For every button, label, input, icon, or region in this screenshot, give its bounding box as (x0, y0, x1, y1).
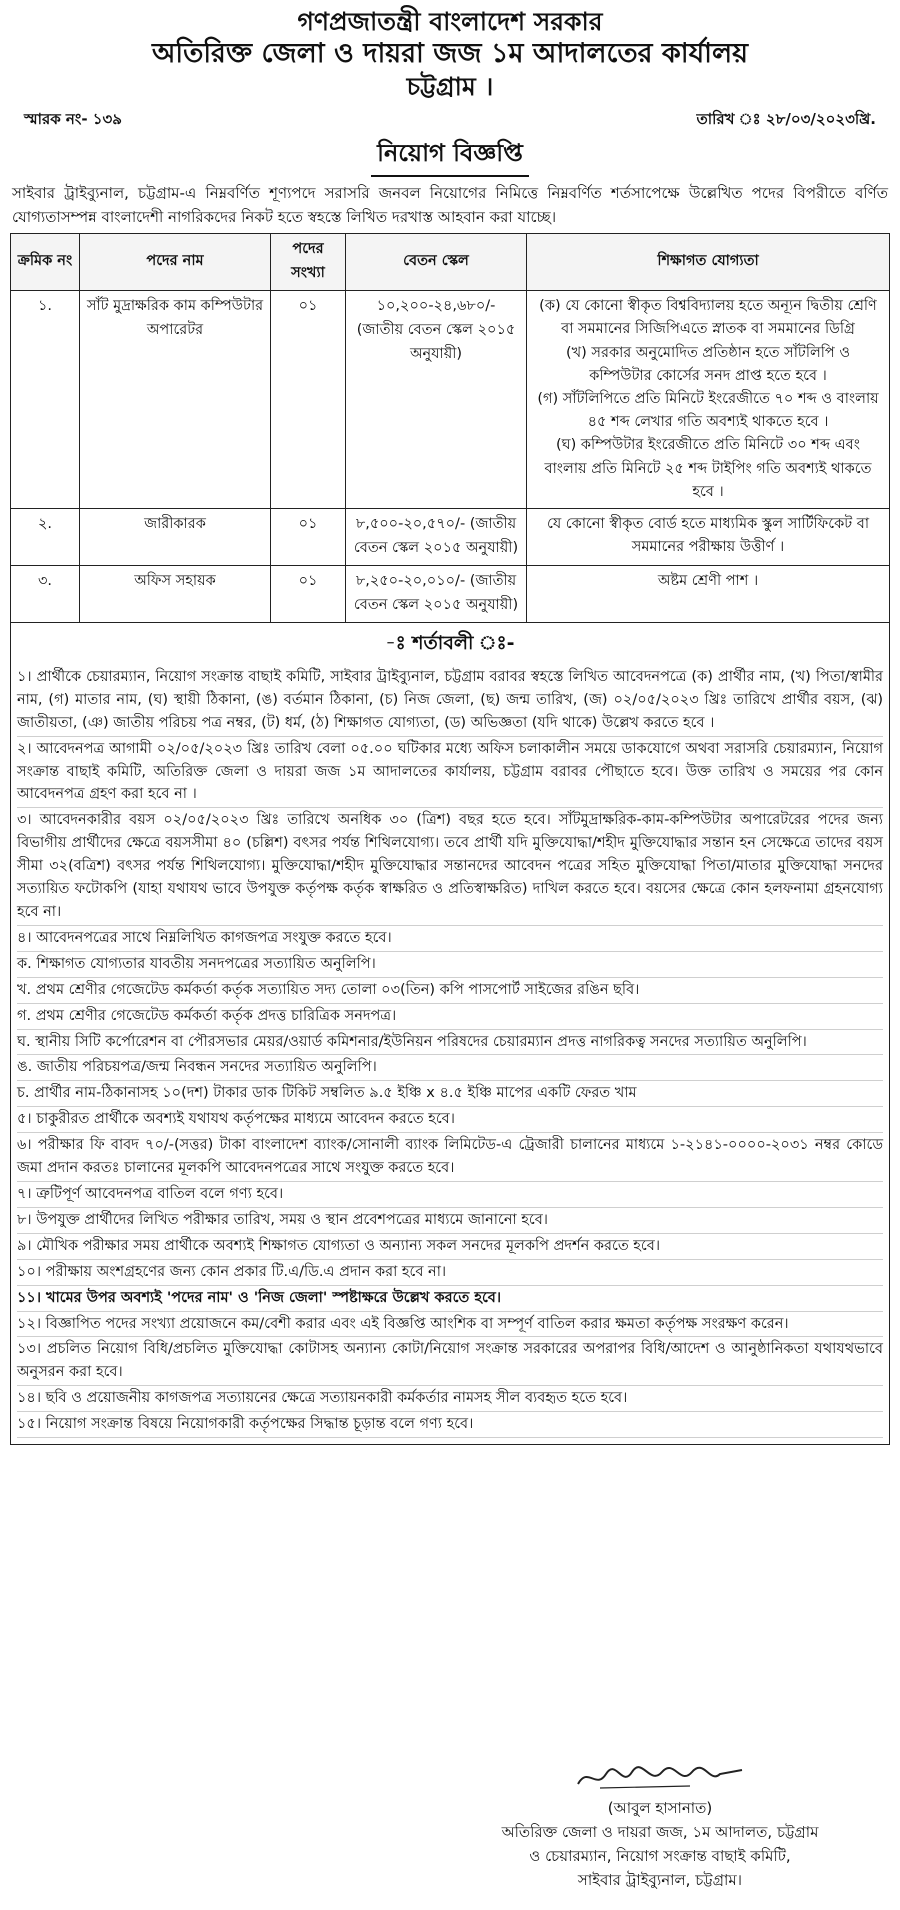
qualification-item: (খ) সরকার অনুমোদিত প্রতিষ্ঠান হতে সাঁটলিপি ও কম্পিউটার কোর্সের সনদ প্রাপ্ত হতে হবে । (565, 344, 851, 384)
posts-table (10, 233, 890, 623)
term-item: ১৩। প্রচলিত নিয়োগ বিধি/প্রচলিত মুক্তিযোদ্ধা কোটাসহ অন্যান্য কোটা/নিয়োগ সংক্রান্ত সরকারের অপরাপর বিধি/আদেশ ও আনুষ্ঠানিকতা যথাযথভাবে অনুসরন করা হবে। (17, 1337, 883, 1386)
govt-title: গণপ্রজাতন্ত্রী বাংলাদেশ সরকার (297, 7, 603, 36)
row-pay-scale: ৮,৫০০-২০,৫৭০/- (জাতীয় বেতন স্কেল ২০১৫ অনুযায়ী) (346, 508, 527, 565)
row-post-count: ০১ (271, 291, 346, 509)
row-qualification (527, 291, 890, 509)
term-item: ক. শিক্ষাগত যোগ্যতার যাবতীয় সনদপত্রের সত্যায়িত অনুলিপি। (17, 952, 883, 978)
col-header-serial: ক্রমিক নং (11, 234, 80, 291)
row-post-count: ০১ (271, 508, 346, 565)
signature-block (450, 1760, 870, 1892)
table-header-row (11, 234, 890, 291)
term-item: ৬। পরীক্ষার ফি বাবদ ৭০/-(সত্তর) টাকা বাংলাদেশ ব্যাংক/সোনালী ব্যাংক লিমিটেড-এ ট্রেজারী চালানের মাধ্যমে ১-২১৪১-০০০০-২০৩১ নম্বর কোডে জমা প্রদান করতঃ চালানের মূলকপি আবেদনপত্রের সাথে সংযুক্ত করতে হবে। (17, 1133, 883, 1182)
row-post-name: জারীকারক (80, 508, 271, 565)
intro-paragraph: সাইবার ট্রাইব্যুনাল, চট্টগ্রাম-এ নিম্নবর্ণিত শূণ্যপদে সরাসরি জনবল নিয়োগের নিমিত্তে নিম্নবর্ণিত শর্তসাপেক্ষে উল্লেখিত পদের বিপরীতে বর্ণিত যোগ্যতাসম্পন্ন বাংলাদেশী নাগরিকদের নিকট হতে স্বহস্তে লিখিত দরখাস্ত আহবান করা যাচ্ছে। (12, 184, 888, 227)
notice-date: তারিখ ঃ ২৮/০৩/২০২৩খ্রি. (696, 110, 876, 129)
col-header-qualification: শিক্ষাগত যোগ্যতা (527, 234, 890, 291)
term-item: চ. প্রার্থীর নাম-ঠিকানাসহ ১০(দশ) টাকার ডাক টিকিট সম্বলিত ৯.৫ ইঞ্চি x ৪.৫ ইঞ্চি মাপের একটি ফেরত খাম (17, 1081, 883, 1107)
col-header-post-count: পদের সংখ্যা (271, 234, 346, 291)
notice-title: নিয়োগ বিজ্ঞপ্তি (371, 135, 529, 177)
city-title: চট্টগ্রাম । (406, 72, 494, 101)
row-post-name: সাঁট মুদ্রাক্ষরিক কাম কম্পিউটার অপারেটর (80, 291, 271, 509)
col-header-post-name: পদের নাম (80, 234, 271, 291)
term-item: গ. প্রথম শ্রেণীর গেজেটেড কর্মকর্তা কর্তৃক প্রদত্ত চারিত্রিক সনদপত্র। (17, 1004, 883, 1030)
qualification-item: অষ্টম শ্রেণী পাশ । (657, 572, 759, 589)
term-item: ১১। খামের উপর অবশ্যই 'পদের নাম' ও 'নিজ জেলা' স্পষ্টাক্ষরে উল্লেখ করতে হবে। (17, 1286, 883, 1312)
term-item: ২। আবেদনপত্র আগামী ০২/০৫/২০২৩ খ্রিঃ তারিখ বেলা ০৫.০০ ঘটিকার মধ্যে অফিস চলাকালীন সময়ে ডাকযোগে অথবা সরাসরি চেয়ারম্যান, নিয়োগ সংক্রান্ত বাছাই কমিটি, অতিরিক্ত জেলা ও দায়রা জজ ১ম আদালতের কার্যালয়, চট্টগ্রাম বরাবর পৌছাতে হবে। উক্ত তারিখ ও সময়ের পর কোন আবেদনপত্র গ্রহণ করা হবে না । (17, 737, 883, 809)
qualification-item: (ঘ) কম্পিউটার ইংরেজীতে প্রতি মিনিটে ৩০ শব্দ এবং বাংলায় প্রতি মিনিটে ২৫ শব্দ টাইপিং গতি অবশ্যই থাকতে হবে । (544, 437, 872, 500)
term-item: ৫। চাকুরীরত প্রার্থীকে অবশ্যই যথাযথ কর্তৃপক্ষের মাধ্যমে আবেদন করতে হবে। (17, 1107, 883, 1133)
row-serial: ১. (11, 291, 80, 509)
reference-line (10, 108, 890, 133)
term-item: ১৪। ছবি ও প্রয়োজনীয় কাগজপত্র সত্যায়নের ক্ষেত্রে সত্যায়নকারী কর্মকর্তার নামসহ সীল ব্যবহৃত হতে হবে। (17, 1386, 883, 1412)
term-item: ১। প্রার্থীকে চেয়ারম্যান, নিয়োগ সংক্রান্ত বাছাই কমিটি, সাইবার ট্রাইব্যুনাল, চট্টগ্রাম বরাবর স্বহস্তে লিখিত আবেদনপত্রে (ক) প্রার্থীর নাম, (খ) পিতা/স্বামীর নাম, (গ) মাতার নাম, (ঘ) স্থায়ী ঠিকানা, (ঙ) বর্তমান ঠিকানা, (চ) নিজ জেলা, (ছ) জন্ম তারিখ, (জ) ০২/০৫/২০২৩ খ্রিঃ তারিখে প্রার্থীর বয়স, (ঝ) জাতীয়তা, (ঞ) জাতীয় পরিচয় পত্র নম্বর, (ট) ধর্ম, (ঠ) শিক্ষাগত যোগ্যতা, (ড) অভিজ্ঞতা (যদি থাকে) উল্লেখ করতে হবে । (17, 665, 883, 737)
row-qualification (527, 565, 890, 622)
row-pay-scale: ১০,২০০-২৪,৬৮০/- (জাতীয় বেতন স্কেল ২০১৫ অনুযায়ী) (346, 291, 527, 509)
term-item: ১২। বিজ্ঞাপিত পদের সংখ্যা প্রয়োজনে কম/বেশী করার এবং এই বিজ্ঞপ্তি আংশিক বা সম্পূর্ণ বাতিল করার ক্ষমতা কর্তৃপক্ষ সংরক্ষণ করেন। (17, 1312, 883, 1338)
memo-number: স্মারক নং- ১৩৯ (24, 110, 122, 129)
qualification-item: যে কোনো স্বীকৃত বোর্ড হতে মাধ্যমিক স্কুল সার্টিফিকেট বা সমমানের পরীক্ষায় উত্তীর্ণ । (546, 515, 870, 556)
signatory-tribunal: সাইবার ট্রাইব্যুনাল, চট্টগ্রাম। (577, 1871, 743, 1889)
signatory-designation: অতিরিক্ত জেলা ও দায়রা জজ, ১ম আদালত, চট্টগ্রাম (501, 1823, 819, 1841)
row-serial: ২. (11, 508, 80, 565)
terms-title: -ঃ শর্তাবলী ঃ- (385, 631, 515, 654)
term-item: ৮। উপযুক্ত প্রার্থীদের লিখিত পরীক্ষার তারিখ, সময় ও স্থান প্রবেশপত্রের মাধ্যমে জানানো হবে। (17, 1208, 883, 1234)
qualification-item: (গ) সাঁটলিপিতে প্রতি মিনিটে ইংরেজীতে ৭০ শব্দ ও বাংলায় ৪৫ শব্দ লেখার গতি অবশ্যই থাকতে হবে । (537, 391, 879, 431)
term-item: ৭। ত্রুটিপূর্ণ আবেদনপত্র বাতিল বলে গণ্য হবে। (17, 1182, 883, 1208)
term-item: ৩। আবেদনকারীর বয়স ০২/০৫/২০২৩ খ্রিঃ তারিখে অনধিক ৩০ (ত্রিশ) বছর হতে হবে। সাঁটমুদ্রাক্ষরিক-কাম-কম্পিউটার অপারেটরের পদের জন্য বিভাগীয় প্রার্থীদের ক্ষেত্রে বয়সসীমা ৪০ (চল্লিশ) বৎসর পর্যন্ত শিথিলযোগ্য। তবে প্রার্থী যদি মুক্তিযোদ্ধা/শহীদ মুক্তিযোদ্ধার সন্তান হন সেক্ষেত্রে তাদের বয়স সীমা ৩২(বত্রিশ) বৎসর পর্যন্ত শিথিলযোগ্য। মুক্তিযোদ্ধা/শহীদ মুক্তিযোদ্ধার সন্তানদের আবেদন পত্রের সহিত মুক্তিযোদ্ধা পিতা/মাতার মুক্তিযোদ্ধা সনদের সত্যায়িত ফটোকপি (যাহা যথাযথ ভাবে উপযুক্ত কর্তৃপক্ষ কর্তৃক স্বাক্ষরিত ও প্রতিস্বাক্ষরিত) দাখিল করতে হবে। বয়সের ক্ষেত্রে কোন হলফনামা গ্রহনযোগ্য হবে না। (17, 808, 883, 926)
row-post-name: অফিস সহায়ক (80, 565, 271, 622)
terms-section (10, 623, 890, 1445)
table-row (11, 565, 890, 622)
row-serial: ৩. (11, 565, 80, 622)
term-item: ৪। আবেদনপত্রের সাথে নিম্নলিখিত কাগজপত্র সংযুক্ত করতে হবে। (17, 926, 883, 952)
row-post-count: ০১ (271, 565, 346, 622)
col-header-pay-scale: বেতন স্কেল (346, 234, 527, 291)
qualification-item: (ক) যে কোনো স্বীকৃত বিশ্ববিদ্যালয় হতে অন্যূন দ্বিতীয় শ্রেণি বা সমমানের সিজিপিএতে স্নাতক বা সমমানের ডিগ্রি (539, 298, 877, 338)
signatory-name: (আবুল হাসানাত) (607, 1799, 713, 1817)
term-item: ঙ. জাতীয় পরিচয়পত্র/জন্ম নিবন্ধন সনদের সত্যায়িত অনুলিপি। (17, 1055, 883, 1081)
term-item: ঘ. স্থানীয় সিটি কর্পোরেশন বা পৌরসভার মেয়র/ওয়ার্ড কমিশনার/ইউনিয়ন পরিষদের চেয়ারম্যান প্রদত্ত নাগরিকত্ব সনদের সত্যায়িত অনুলিপি। (17, 1030, 883, 1056)
row-qualification (527, 508, 890, 565)
term-item: ১৫। নিয়োগ সংক্রান্ত বিষয়ে নিয়োগকারী কর্তৃপক্ষের সিদ্ধান্ত চূড়ান্ত বলে গণ্য হবে। (17, 1412, 883, 1438)
signatory-committee: ও চেয়ারম্যান, নিয়োগ সংক্রান্ত বাছাই কমিটি, (529, 1847, 791, 1865)
term-item: ১০। পরীক্ষায় অংশগ্রহণের জন্য কোন প্রকার টি.এ/ডি.এ প্রদান করা হবে না। (17, 1260, 883, 1286)
table-row (11, 508, 890, 565)
table-row (11, 291, 890, 509)
term-item: ৯। মৌখিক পরীক্ষার সময় প্রার্থীকে অবশ্যই শিক্ষাগত যোগ্যতা ও অন্যান্য সকল সনদের মূলকপি প্রদর্শন করতে হবে। (17, 1234, 883, 1260)
row-pay-scale: ৮,২৫০-২০,০১০/- (জাতীয় বেতন স্কেল ২০১৫ অনুযায়ী) (346, 565, 527, 622)
office-title: অতিরিক্ত জেলা ও দায়রা জজ ১ম আদালতের কার্যালয় (151, 38, 749, 70)
term-item: খ. প্রথম শ্রেণীর গেজেটেড কর্মকর্তা কর্তৃক সত্যায়িত সদ্য তোলা ০৩(তিন) কপি পাসপোর্ট সাইজের রঙিন ছবি। (17, 978, 883, 1004)
handwritten-signature (570, 1760, 750, 1794)
